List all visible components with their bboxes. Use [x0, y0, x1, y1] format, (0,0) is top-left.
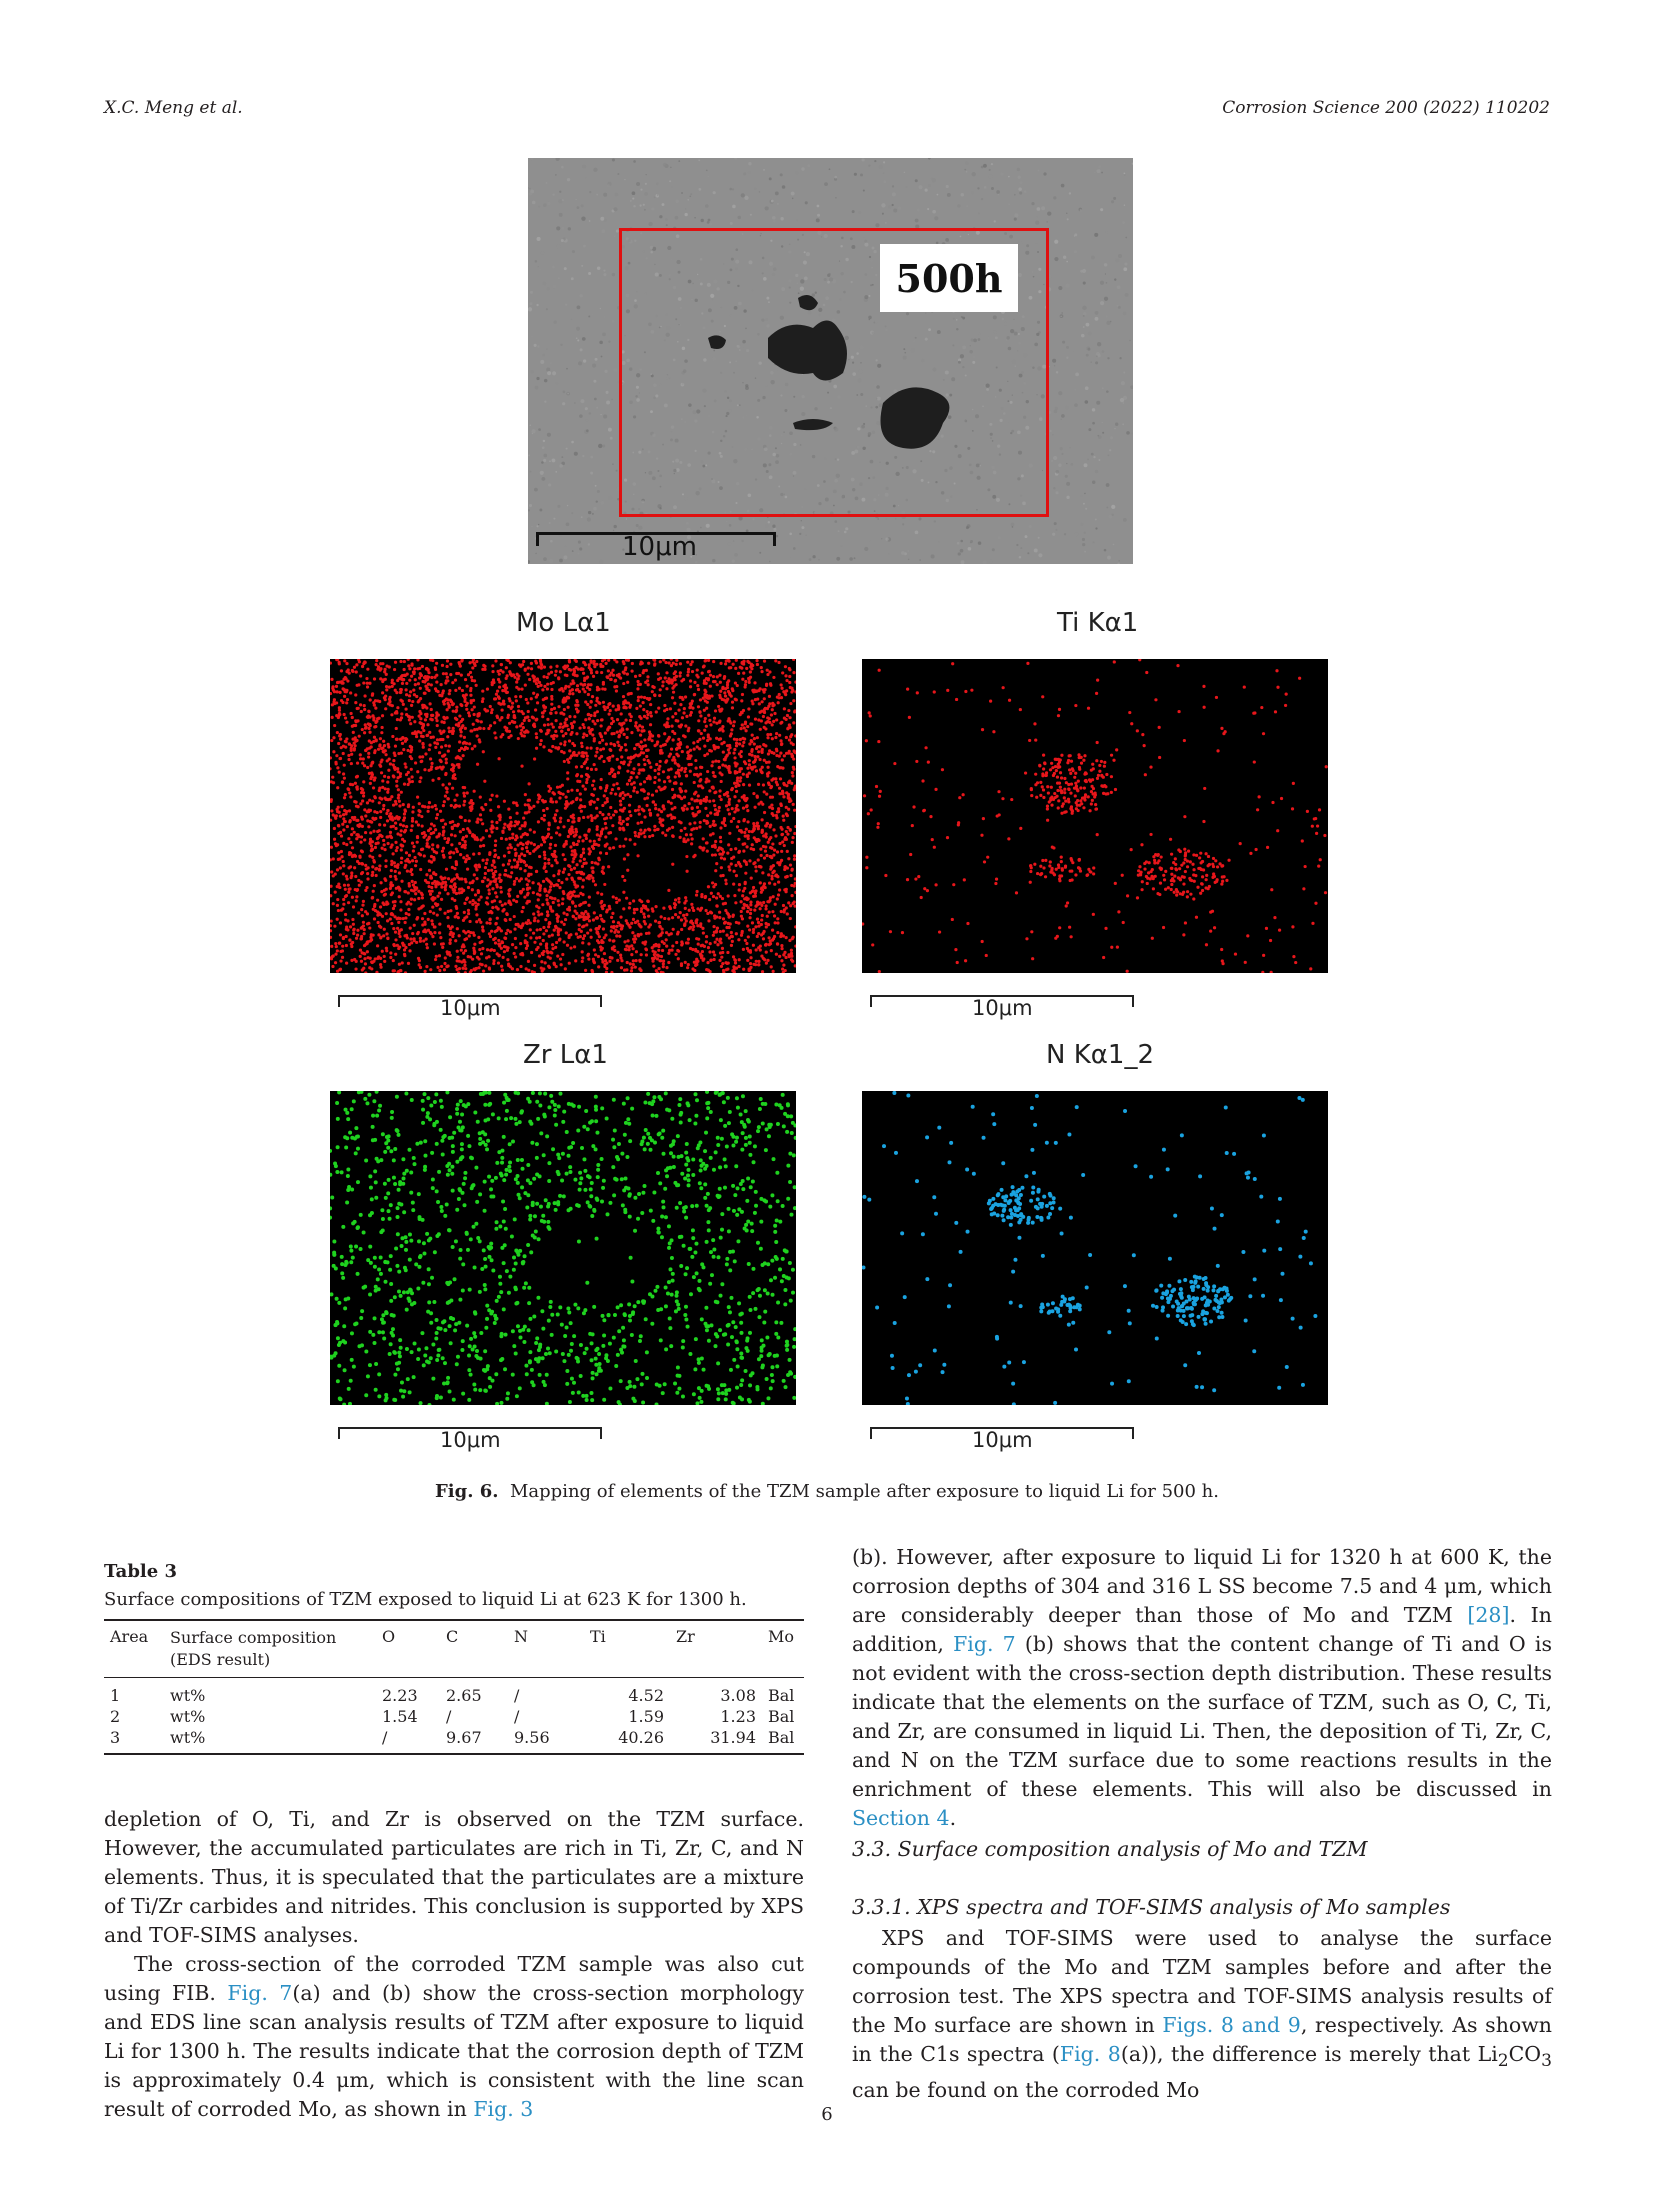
running-header-authors: X.C. Meng et al. [104, 98, 243, 118]
right-column-text [852, 1543, 1552, 1833]
map-zr-image [330, 1091, 796, 1405]
figure-caption-label: Fig. 6. [435, 1481, 499, 1502]
table-cell: 3.08 [720, 1686, 756, 1705]
sem-time-label: 500h [880, 244, 1018, 312]
table-header-cell: Ti [584, 1620, 670, 1678]
table-cell: / [376, 1727, 440, 1754]
map-title-zr: Zr Lα1 [523, 1040, 608, 1070]
table-cell: wt% [164, 1727, 376, 1754]
text-run: can be found on the corroded Mo [852, 2078, 1200, 2103]
paragraph [104, 1950, 804, 2124]
sem-scale-bar-tick [773, 532, 776, 546]
table-header-cell: Area [104, 1620, 164, 1678]
table-row [104, 1727, 804, 1754]
text-run: (a) and (b) show the cross-section morphology and EDS line scan analysis results of TZM after exposure to liquid Li for 1300 h. The results indicate that the corrosion depth of TZM is approximately 0.4 μm, which is consistent with the line scan result of corroded Mo, as shown in [104, 1981, 804, 2121]
table-cell: / [514, 1707, 520, 1726]
table-header-cell: O [376, 1620, 440, 1678]
table-cell: / [446, 1707, 452, 1726]
table-cell: / [514, 1686, 520, 1705]
table-cell: 2.23 [382, 1686, 418, 1705]
table-caption: Surface compositions of TZM exposed to liquid Li at 623 K for 1300 h. [104, 1589, 747, 1610]
table-cell: 1 [110, 1686, 121, 1705]
figure-link-7[interactable]: Fig. 7 [227, 1981, 293, 2005]
text-run: CO [1508, 2042, 1542, 2066]
table-cell: 2.65 [446, 1686, 482, 1705]
running-header-journal: Corrosion Science 200 (2022) 110202 [1222, 98, 1550, 118]
map-title-mo: Mo Lα1 [516, 608, 611, 638]
map-zr-scale-label: 10μm [440, 1428, 501, 1452]
figure-caption [0, 1481, 1654, 1502]
paragraph [852, 1543, 1552, 1833]
table-cell: 4.52 [628, 1686, 664, 1705]
table-title: Table 3 [104, 1561, 178, 1582]
sem-scale-label: 10μm [622, 532, 697, 562]
paragraph: depletion of O, Ti, and Zr is observed on the TZM surface. However, the accumulated particulates are rich in Ti, Zr, C, and N elements. Thus, it is speculated that the particulates are a mixture of Ti/Zr carbides and nitrides. This conclusion is supported by XPS and TOF-SIMS analyses. [104, 1807, 804, 1947]
text-run: The cross-section of the corroded TZM sample was also cut using FIB. [104, 1952, 804, 2005]
map-mo-image [330, 659, 796, 973]
table-cell: 2 [110, 1707, 121, 1726]
sem-scale-bar-tick [536, 532, 539, 546]
table-row [104, 1706, 804, 1727]
table-cell: Bal [768, 1686, 795, 1705]
reference-link-28[interactable]: [28] [1467, 1603, 1510, 1627]
table-cell: 1.59 [628, 1707, 664, 1726]
figure-link-7[interactable]: Fig. 7 [953, 1632, 1016, 1656]
map-ti-image [862, 659, 1328, 973]
section-link-4[interactable]: Section 4 [852, 1806, 950, 1830]
table-cell: 1.23 [720, 1707, 756, 1726]
figure-link-3[interactable]: Fig. 3 [473, 2097, 534, 2121]
map-n [862, 1091, 1328, 1405]
table-cell: 1.54 [382, 1707, 418, 1726]
text-run: (b). However, after exposure to liquid Li for 1320 h at 600 K, the corrosion depths of 304 and 316 L SS become 7.5 and 4 μm, which are considerably deeper than those of Mo and TZM [852, 1545, 1552, 1627]
map-title-n: N Kα1_2 [1046, 1040, 1154, 1070]
table-header-cell: N [508, 1620, 584, 1678]
map-mo-scale-label: 10μm [440, 996, 501, 1020]
paragraph [852, 1924, 1552, 2105]
text-run: (a)), the difference is merely that Li [1120, 2042, 1498, 2066]
table-cell: 9.56 [508, 1727, 584, 1754]
map-mo [330, 659, 796, 973]
text-run: (b) shows that the content change of Ti and O is not evident with the cross-section depth distribution. These results indicate that the elements on the surface of TZM, such as O, C, Ti, and Zr, are consumed in liquid Li. Then, the deposition of Ti, Zr, C, and N on the TZM surface due to some reactions results in the enrichment of these elements. This will also be discussed in [852, 1632, 1552, 1801]
figure-link-8[interactable]: Fig. 8 [1059, 2042, 1121, 2066]
table-header-cell: Surface composition (EDS result) [164, 1620, 376, 1678]
subsection-heading: 3.3.1. XPS spectra and TOF-SIMS analysis of Mo samples [852, 1895, 1451, 1919]
map-ti-scale-label: 10μm [972, 996, 1033, 1020]
table-cell: Bal [768, 1707, 795, 1726]
text-run: . [949, 1806, 957, 1830]
composition-table [104, 1619, 804, 1755]
text-run: . In addition, [852, 1603, 1552, 1656]
table-cell: Bal [762, 1727, 804, 1754]
map-n-image [862, 1091, 1328, 1405]
map-n-scale-label: 10μm [972, 1428, 1033, 1452]
left-column-text [104, 1805, 804, 2124]
table-header-cell: Mo [762, 1620, 804, 1678]
table-cell: 3 [104, 1727, 164, 1754]
table-cell: wt% [170, 1707, 206, 1726]
map-title-ti: Ti Kα1 [1057, 608, 1139, 638]
table-header-row [104, 1620, 804, 1678]
figure-link-8-9[interactable]: Figs. 8 and 9 [1162, 2013, 1301, 2037]
table-cell: 40.26 [584, 1727, 670, 1754]
page-number: 6 [821, 2104, 833, 2125]
subscript: 2 [1497, 2051, 1509, 2072]
section-heading: 3.3. Surface composition analysis of Mo and TZM [852, 1837, 1368, 1861]
table-cell: 31.94 [670, 1727, 762, 1754]
map-zr [330, 1091, 796, 1405]
table-header-cell: Zr [670, 1620, 762, 1678]
map-ti [862, 659, 1328, 973]
right-column-text-2 [852, 1924, 1552, 2105]
table-row [104, 1678, 804, 1707]
table-cell: wt% [170, 1686, 206, 1705]
table-cell: 9.67 [440, 1727, 508, 1754]
figure-caption-text: Mapping of elements of the TZM sample after exposure to liquid Li for 500 h. [509, 1481, 1219, 1502]
text-run: , respectively. As shown in the C1s spectra ( [852, 2013, 1552, 2066]
text-run: XPS and TOF-SIMS were used to analyse the surface compounds of the Mo and TZM samples before and after the corrosion test. The XPS spectra and TOF-SIMS analysis results of the Mo surface are shown in [852, 1926, 1552, 2037]
table-header-cell: C [440, 1620, 508, 1678]
subscript: 3 [1541, 2051, 1552, 2072]
